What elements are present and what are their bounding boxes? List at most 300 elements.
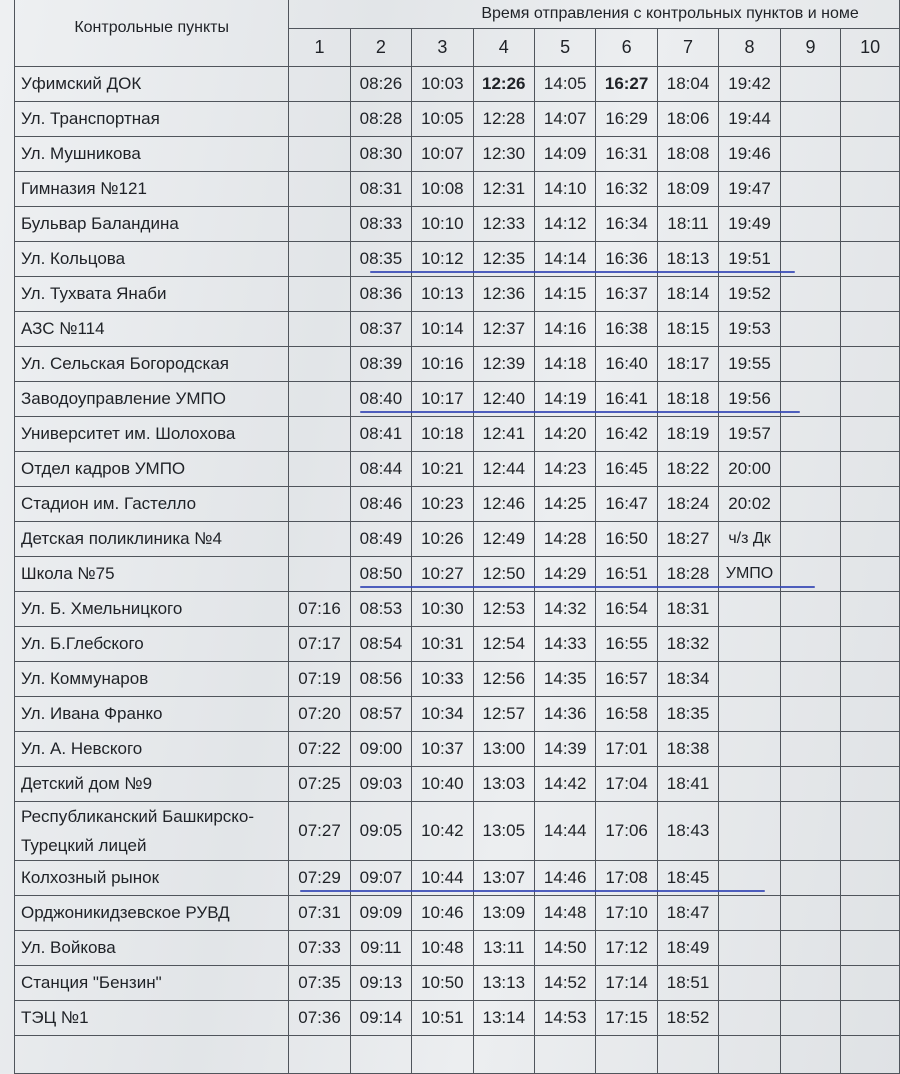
time-cell: 10:14: [412, 312, 473, 347]
table-row: [15, 627, 900, 662]
time-cell: [289, 137, 350, 172]
time-cell: 12:50: [473, 557, 534, 592]
time-cell: 10:48: [412, 931, 473, 966]
time-cell: 14:52: [534, 966, 595, 1001]
time-cell: 12:56: [473, 662, 534, 697]
time-cell: 18:43: [657, 802, 718, 861]
time-cell: 14:20: [534, 417, 595, 452]
time-cell: 20:02: [719, 487, 781, 522]
time-cell: [289, 417, 350, 452]
time-cell: [780, 931, 840, 966]
stop-name: Ул. Кольцова: [15, 242, 289, 277]
time-cell: 13:07: [473, 861, 534, 896]
stop-name: Бульвар Баландина: [15, 207, 289, 242]
time-cell: 08:37: [350, 312, 411, 347]
time-cell: [841, 931, 900, 966]
time-cell: 14:53: [534, 1001, 595, 1036]
stop-name: Ул. Тухвата Янаби: [15, 277, 289, 312]
time-cell: 12:54: [473, 627, 534, 662]
trip-number: 6: [596, 29, 657, 67]
trip-number: 8: [719, 29, 781, 67]
time-cell: 10:13: [412, 277, 473, 312]
time-cell: [289, 522, 350, 557]
table-row: [15, 522, 900, 557]
time-cell: 13:00: [473, 732, 534, 767]
time-cell: 16:32: [596, 172, 657, 207]
time-cell: [534, 1036, 595, 1074]
trip-number: 7: [657, 29, 718, 67]
time-cell: 14:50: [534, 931, 595, 966]
time-cell: [841, 277, 900, 312]
time-cell: [841, 312, 900, 347]
time-cell: 13:05: [473, 802, 534, 861]
time-cell: 12:57: [473, 697, 534, 732]
time-cell: 08:53: [350, 592, 411, 627]
time-cell: [780, 67, 840, 102]
time-cell: [780, 487, 840, 522]
time-cell: 17:04: [596, 767, 657, 802]
stop-name: Ул. Б. Хмельницкого: [15, 592, 289, 627]
time-cell: [841, 1001, 900, 1036]
stop-name: Уфимский ДОК: [15, 67, 289, 102]
table-row: [15, 102, 900, 137]
time-cell: 07:25: [289, 767, 350, 802]
time-cell: [780, 767, 840, 802]
time-cell: 10:21: [412, 452, 473, 487]
time-cell: 19:57: [719, 417, 781, 452]
time-cell: [780, 1036, 840, 1074]
table-row: [15, 277, 900, 312]
time-cell: [289, 172, 350, 207]
time-cell: 14:14: [534, 242, 595, 277]
time-cell: 18:22: [657, 452, 718, 487]
time-cell: 19:47: [719, 172, 781, 207]
stop-name: Республиканский Башкирско- Турецкий лицей: [15, 802, 289, 861]
time-cell: 12:49: [473, 522, 534, 557]
time-cell: 12:36: [473, 277, 534, 312]
time-cell: 09:03: [350, 767, 411, 802]
stop-name: Ул. Войкова: [15, 931, 289, 966]
time-cell: [841, 861, 900, 896]
table-row: [15, 487, 900, 522]
table-row: [15, 732, 900, 767]
time-cell: 14:05: [534, 67, 595, 102]
time-cell: 12:35: [473, 242, 534, 277]
stop-name: Заводоуправление УМПО: [15, 382, 289, 417]
time-cell: 12:28: [473, 102, 534, 137]
time-cell: 16:34: [596, 207, 657, 242]
time-cell: 12:39: [473, 347, 534, 382]
time-cell: 07:17: [289, 627, 350, 662]
stop-name: Университет им. Шолохова: [15, 417, 289, 452]
time-cell: 19:42: [719, 67, 781, 102]
stop-name: Ул. Коммунаров: [15, 662, 289, 697]
ink-underline: [360, 586, 815, 588]
time-cell: 08:49: [350, 522, 411, 557]
time-cell: 12:31: [473, 172, 534, 207]
time-cell: [719, 1001, 781, 1036]
time-cell: 08:57: [350, 697, 411, 732]
time-cell: [780, 697, 840, 732]
time-cell: 10:31: [412, 627, 473, 662]
time-cell: 12:41: [473, 417, 534, 452]
time-cell: [780, 137, 840, 172]
time-cell: 18:35: [657, 697, 718, 732]
time-cell: 08:39: [350, 347, 411, 382]
stop-name: Гимназия №121: [15, 172, 289, 207]
time-cell: 13:14: [473, 1001, 534, 1036]
time-cell: 07:20: [289, 697, 350, 732]
stop-name: Детский дом №9: [15, 767, 289, 802]
time-cell: 14:12: [534, 207, 595, 242]
time-cell: [841, 242, 900, 277]
time-cell: ч/з Дк: [719, 522, 781, 557]
time-cell: 18:19: [657, 417, 718, 452]
time-cell: [841, 522, 900, 557]
time-cell: 10:07: [412, 137, 473, 172]
time-cell: [841, 417, 900, 452]
table-row: [15, 347, 900, 382]
time-cell: УМПО: [719, 557, 781, 592]
time-cell: 07:16: [289, 592, 350, 627]
time-cell: 12:37: [473, 312, 534, 347]
time-cell: 17:10: [596, 896, 657, 931]
time-cell: 18:41: [657, 767, 718, 802]
time-cell: [841, 767, 900, 802]
time-cell: 16:55: [596, 627, 657, 662]
stop-name: Станция "Бензин": [15, 966, 289, 1001]
time-cell: 19:53: [719, 312, 781, 347]
time-cell: 09:09: [350, 896, 411, 931]
time-cell: [289, 382, 350, 417]
time-cell: 08:50: [350, 557, 411, 592]
time-cell: [289, 102, 350, 137]
time-cell: 18:31: [657, 592, 718, 627]
time-cell: 20:00: [719, 452, 781, 487]
time-cell: [841, 382, 900, 417]
time-cell: [841, 697, 900, 732]
time-cell: [780, 1001, 840, 1036]
time-cell: [350, 1036, 411, 1074]
time-cell: 18:32: [657, 627, 718, 662]
time-cell: 10:05: [412, 102, 473, 137]
time-cell: 09:13: [350, 966, 411, 1001]
time-cell: 12:33: [473, 207, 534, 242]
time-cell: 18:24: [657, 487, 718, 522]
time-cell: [657, 1036, 718, 1074]
time-cell: 16:47: [596, 487, 657, 522]
time-cell: [841, 627, 900, 662]
table-row: [15, 67, 900, 102]
time-cell: 17:15: [596, 1001, 657, 1036]
time-cell: 10:40: [412, 767, 473, 802]
time-cell: 08:26: [350, 67, 411, 102]
time-cell: [719, 966, 781, 1001]
time-cell: 18:14: [657, 277, 718, 312]
time-cell: [719, 662, 781, 697]
time-cell: 16:37: [596, 277, 657, 312]
time-cell: 10:30: [412, 592, 473, 627]
time-cell: 16:31: [596, 137, 657, 172]
time-cell: 08:35: [350, 242, 411, 277]
time-cell: 10:18: [412, 417, 473, 452]
time-cell: 13:13: [473, 966, 534, 1001]
time-cell: 16:27: [596, 67, 657, 102]
time-cell: 16:54: [596, 592, 657, 627]
time-cell: 18:47: [657, 896, 718, 931]
time-cell: 19:46: [719, 137, 781, 172]
time-cell: 16:36: [596, 242, 657, 277]
time-cell: 18:13: [657, 242, 718, 277]
time-cell: 18:17: [657, 347, 718, 382]
time-cell: 09:14: [350, 1001, 411, 1036]
time-cell: 10:26: [412, 522, 473, 557]
trip-number: 1: [289, 29, 350, 67]
time-cell: 13:03: [473, 767, 534, 802]
stop-name: АЗС №114: [15, 312, 289, 347]
time-cell: 10:03: [412, 67, 473, 102]
time-cell: [841, 1036, 900, 1074]
time-cell: 18:27: [657, 522, 718, 557]
time-cell: 07:31: [289, 896, 350, 931]
table-row: [15, 137, 900, 172]
stop-name: Ул. Ивана Франко: [15, 697, 289, 732]
time-cell: 07:36: [289, 1001, 350, 1036]
time-cell: [780, 102, 840, 137]
table-row: [15, 697, 900, 732]
time-cell: [289, 557, 350, 592]
time-cell: 08:28: [350, 102, 411, 137]
time-cell: 17:08: [596, 861, 657, 896]
time-cell: 13:11: [473, 931, 534, 966]
table-row: [15, 931, 900, 966]
time-cell: 10:46: [412, 896, 473, 931]
time-cell: [719, 802, 781, 861]
time-cell: [719, 732, 781, 767]
time-cell: [841, 137, 900, 172]
time-cell: 08:41: [350, 417, 411, 452]
time-cell: 07:29: [289, 861, 350, 896]
trip-number: 10: [841, 29, 900, 67]
departure-header: Время отправления с контрольных пунктов и номе: [289, 0, 900, 29]
stop-name: Ул. Сельская Богородская: [15, 347, 289, 382]
time-cell: 14:15: [534, 277, 595, 312]
time-cell: [841, 662, 900, 697]
stop-name: [15, 1036, 289, 1074]
ink-underline: [300, 890, 765, 892]
time-cell: 10:51: [412, 1001, 473, 1036]
time-cell: 14:32: [534, 592, 595, 627]
time-cell: 12:40: [473, 382, 534, 417]
time-cell: [780, 896, 840, 931]
time-cell: 10:23: [412, 487, 473, 522]
time-cell: 07:27: [289, 802, 350, 861]
time-cell: 16:40: [596, 347, 657, 382]
time-cell: [780, 347, 840, 382]
time-cell: 14:48: [534, 896, 595, 931]
time-cell: 18:09: [657, 172, 718, 207]
time-cell: 09:11: [350, 931, 411, 966]
time-cell: 10:12: [412, 242, 473, 277]
time-cell: 14:18: [534, 347, 595, 382]
time-cell: 14:39: [534, 732, 595, 767]
stop-name: Ул. А. Невского: [15, 732, 289, 767]
time-cell: [289, 487, 350, 522]
time-cell: [780, 417, 840, 452]
time-cell: 14:35: [534, 662, 595, 697]
time-cell: 08:54: [350, 627, 411, 662]
time-cell: 07:35: [289, 966, 350, 1001]
time-cell: [841, 732, 900, 767]
time-cell: 18:49: [657, 931, 718, 966]
time-cell: [780, 592, 840, 627]
time-cell: 07:19: [289, 662, 350, 697]
time-cell: 17:01: [596, 732, 657, 767]
trip-number: 5: [534, 29, 595, 67]
timetable: [14, 0, 900, 1074]
time-cell: [841, 172, 900, 207]
time-cell: 10:33: [412, 662, 473, 697]
time-cell: [780, 966, 840, 1001]
time-cell: [289, 242, 350, 277]
time-cell: 10:44: [412, 861, 473, 896]
time-cell: 18:51: [657, 966, 718, 1001]
time-cell: 10:10: [412, 207, 473, 242]
stop-name: ТЭЦ №1: [15, 1001, 289, 1036]
time-cell: 13:09: [473, 896, 534, 931]
table-row: [15, 417, 900, 452]
table-row: [15, 207, 900, 242]
time-cell: [841, 67, 900, 102]
trip-number: 9: [780, 29, 840, 67]
time-cell: [596, 1036, 657, 1074]
time-cell: [780, 522, 840, 557]
table-row: [15, 592, 900, 627]
time-cell: 14:10: [534, 172, 595, 207]
stop-name: Школа №75: [15, 557, 289, 592]
time-cell: 16:57: [596, 662, 657, 697]
table-row: [15, 1036, 900, 1074]
stop-name: Ул. Транспортная: [15, 102, 289, 137]
time-cell: 12:53: [473, 592, 534, 627]
time-cell: 10:17: [412, 382, 473, 417]
time-cell: 10:34: [412, 697, 473, 732]
time-cell: 16:58: [596, 697, 657, 732]
time-cell: [780, 452, 840, 487]
time-cell: [841, 966, 900, 1001]
time-cell: [841, 207, 900, 242]
time-cell: 14:25: [534, 487, 595, 522]
time-cell: [719, 931, 781, 966]
time-cell: [780, 861, 840, 896]
time-cell: 18:18: [657, 382, 718, 417]
time-cell: 14:44: [534, 802, 595, 861]
time-cell: [289, 312, 350, 347]
time-cell: [719, 896, 781, 931]
time-cell: 17:06: [596, 802, 657, 861]
time-cell: 19:44: [719, 102, 781, 137]
time-cell: 18:04: [657, 67, 718, 102]
time-cell: [719, 767, 781, 802]
time-cell: 14:16: [534, 312, 595, 347]
trip-number: 2: [350, 29, 411, 67]
time-cell: 07:33: [289, 931, 350, 966]
time-cell: [841, 557, 900, 592]
time-cell: [719, 627, 781, 662]
table-row: [15, 767, 900, 802]
time-cell: 08:40: [350, 382, 411, 417]
time-cell: 18:34: [657, 662, 718, 697]
time-cell: 10:37: [412, 732, 473, 767]
time-cell: 14:33: [534, 627, 595, 662]
time-cell: 08:44: [350, 452, 411, 487]
time-cell: 14:23: [534, 452, 595, 487]
time-cell: 12:44: [473, 452, 534, 487]
time-cell: [289, 67, 350, 102]
table-row: [15, 802, 900, 861]
time-cell: 18:11: [657, 207, 718, 242]
time-cell: [289, 452, 350, 487]
time-cell: 17:12: [596, 931, 657, 966]
time-cell: 12:46: [473, 487, 534, 522]
time-cell: 14:29: [534, 557, 595, 592]
time-cell: 09:05: [350, 802, 411, 861]
table-row: [15, 966, 900, 1001]
time-cell: [841, 896, 900, 931]
time-cell: [780, 802, 840, 861]
time-cell: 14:09: [534, 137, 595, 172]
time-cell: 07:22: [289, 732, 350, 767]
stop-name: Детская поликлиника №4: [15, 522, 289, 557]
time-cell: [841, 487, 900, 522]
time-cell: [841, 452, 900, 487]
time-cell: 14:46: [534, 861, 595, 896]
time-cell: 16:38: [596, 312, 657, 347]
table-row: [15, 172, 900, 207]
time-cell: 09:00: [350, 732, 411, 767]
time-cell: [780, 627, 840, 662]
time-cell: [412, 1036, 473, 1074]
stop-name: Стадион им. Гастелло: [15, 487, 289, 522]
time-cell: 14:19: [534, 382, 595, 417]
time-cell: 10:08: [412, 172, 473, 207]
time-cell: 18:06: [657, 102, 718, 137]
time-cell: 19:56: [719, 382, 781, 417]
time-cell: 14:28: [534, 522, 595, 557]
time-cell: [780, 732, 840, 767]
time-cell: 16:29: [596, 102, 657, 137]
stop-name: Колхозный рынок: [15, 861, 289, 896]
time-cell: [289, 347, 350, 382]
stops-header: Контрольные пункты: [15, 0, 289, 67]
time-cell: 18:28: [657, 557, 718, 592]
time-cell: [841, 102, 900, 137]
time-cell: 14:07: [534, 102, 595, 137]
time-cell: 12:30: [473, 137, 534, 172]
time-cell: 19:52: [719, 277, 781, 312]
time-cell: 12:26: [473, 67, 534, 102]
time-cell: 16:41: [596, 382, 657, 417]
time-cell: [780, 207, 840, 242]
table-row: [15, 452, 900, 487]
time-cell: 18:45: [657, 861, 718, 896]
time-cell: 19:51: [719, 242, 781, 277]
time-cell: [780, 172, 840, 207]
time-cell: [780, 312, 840, 347]
time-cell: [780, 662, 840, 697]
time-cell: 18:15: [657, 312, 718, 347]
time-cell: 17:14: [596, 966, 657, 1001]
